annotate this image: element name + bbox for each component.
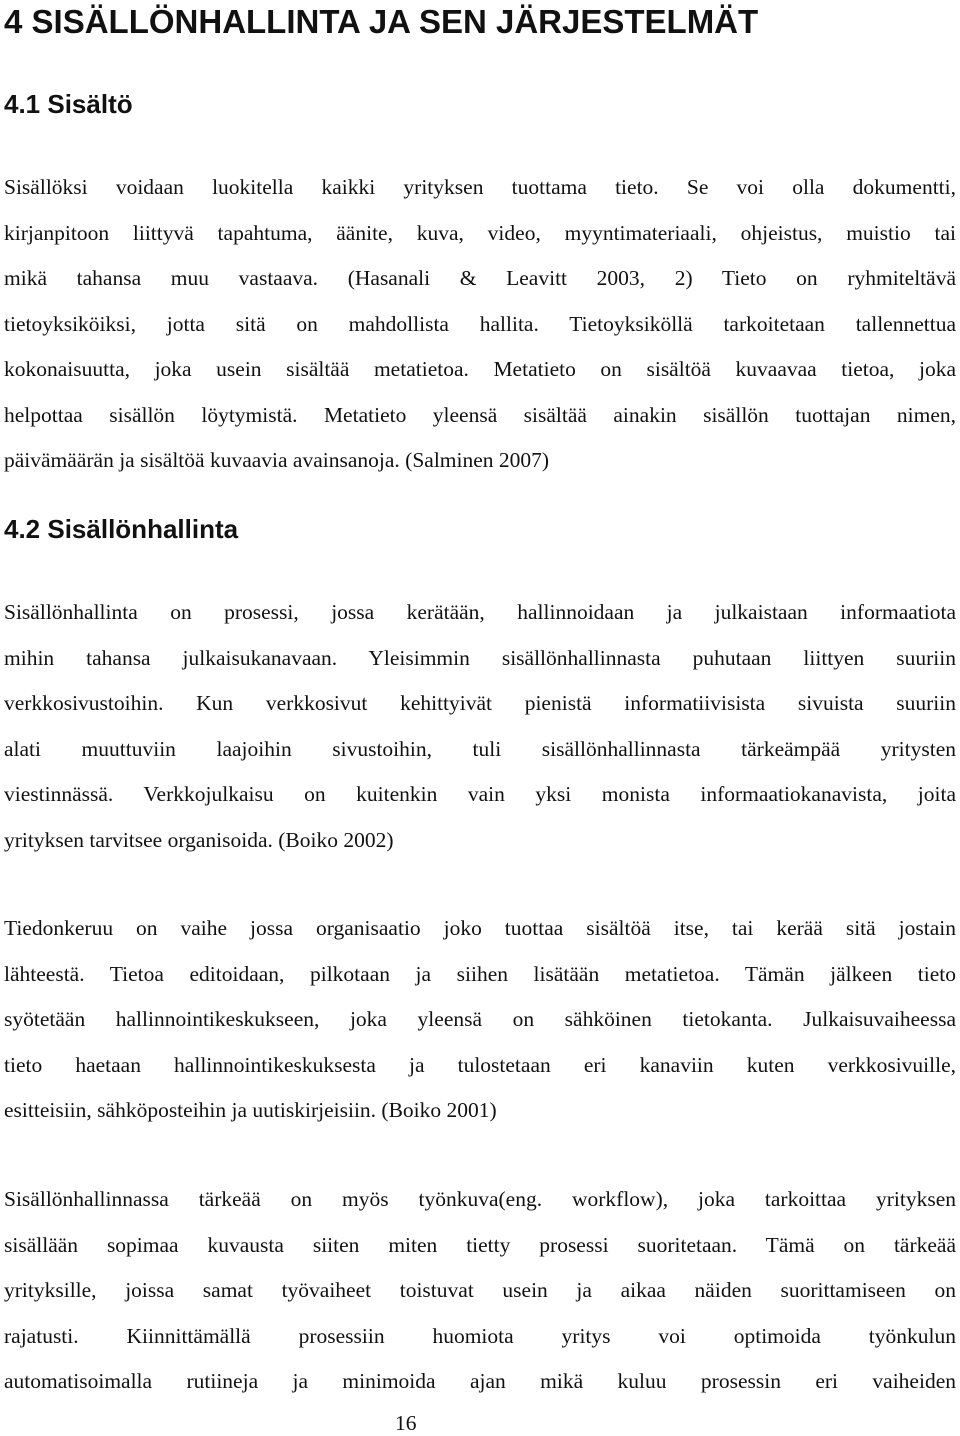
chapter-title: 4 SISÄLLÖNHALLINTA JA SEN JÄRJESTELMÄT [4, 3, 759, 40]
text-line: helpottaa sisällön löytymistä. Metatieto yleensä sisältää ainakin sisällön tuottajan nimen, [4, 402, 956, 427]
text-line: automatisoimalla rutiineja ja minimoida ajan mikä kuluu prosessin eri vaiheiden [4, 1369, 956, 1393]
text-line: päivämäärän ja sisältöä kuvaavia avainsanoja. (Salminen 2007) [4, 448, 550, 472]
text-line: viestinnässä. Verkkojulkaisu on kuitenkin vain yksi monista informaatiokanavista, joita [4, 782, 956, 806]
text-line: tietoyksiköiksi, jotta sitä on mahdollista hallita. Tietoyksiköllä tarkoitetaan tallennettua [4, 311, 956, 336]
text-line: Sisällönhallinta on prosessi, jossa kerätään, hallinnoidaan ja julkaistaan informaatiota [4, 600, 956, 624]
paragraph-data-collection [4, 906, 956, 1134]
paragraph-workflow [4, 1177, 956, 1405]
text-line: kokonaisuutta, joka usein sisältää metatietoa. Metatieto on sisältöä kuvaavaa tietoa, joka [4, 357, 956, 381]
text-line: Tiedonkeruu on vaihe jossa organisaatio joko tuottaa sisältöä itse, tai kerää sitä jostain [4, 916, 956, 940]
text-line: yrityksille, joissa samat työvaiheet toistuvat usein ja aikaa näiden suorittamiseen on [4, 1278, 956, 1302]
section-heading-4-1: 4.1 Sisältö [4, 89, 133, 119]
paragraph-content-management [4, 590, 956, 863]
text-line: kirjanpitoon liittyvä tapahtuma, äänite, kuva, video, myyntimateriaali, ohjeistus, muistio tai [4, 220, 956, 245]
page-number: 16 [395, 1411, 417, 1435]
text-line: rajatusti. Kiinnittämällä prosessiin huomiota yritys voi optimoida työnkulun [4, 1323, 956, 1348]
text-line: mihin tahansa julkaisukanavaan. Yleisimmin sisällönhallinnasta puhutaan liittyen suuriin [4, 645, 956, 670]
text-line: Sisällönhallinnassa tärkeää on myös työnkuva(eng. workflow), joka tarkoittaa yrityksen [4, 1187, 956, 1211]
text-line: lähteestä. Tietoa editoidaan, pilkotaan ja siihen lisätään metatietoa. Tämän jälkeen tieto [4, 961, 956, 986]
text-line: syötetään hallinnointikeskukseen, joka yleensä on sähköinen tietokanta. Julkaisuvaiheessa [4, 1007, 956, 1031]
text-line: yrityksen tarvitsee organisoida. (Boiko 2002) [4, 827, 394, 852]
text-line: Sisällöksi voidaan luokitella kaikki yrityksen tuottama tieto. Se voi olla dokumentti, [4, 175, 956, 199]
text-line: tieto haetaan hallinnointikeskuksesta ja tulostetaan eri kanaviin kuten verkkosivuille, [4, 1052, 956, 1077]
text-line: verkkosivustoihin. Kun verkkosivut kehittyivät pienistä informatiivisista sivuista suuriin [4, 691, 956, 715]
text-line: mikä tahansa muu vastaava. (Hasanali & Leavitt 2003, 2) Tieto on ryhmiteltävä [4, 266, 956, 290]
section-heading-4-2: 4.2 Sisällönhallinta [4, 514, 239, 544]
text-line: alati muuttuviin laajoihin sivustoihin, tuli sisällönhallinnasta tärkeämpää yritysten [4, 736, 956, 761]
paragraph-content-definition [4, 165, 956, 484]
text-line: esitteisiin, sähköposteihin ja uutiskirjeisiin. (Boiko 2001) [4, 1098, 497, 1122]
text-line: sisällään sopimaa kuvausta siiten miten tietty prosessi suoritetaan. Tämä on tärkeää [4, 1232, 956, 1257]
